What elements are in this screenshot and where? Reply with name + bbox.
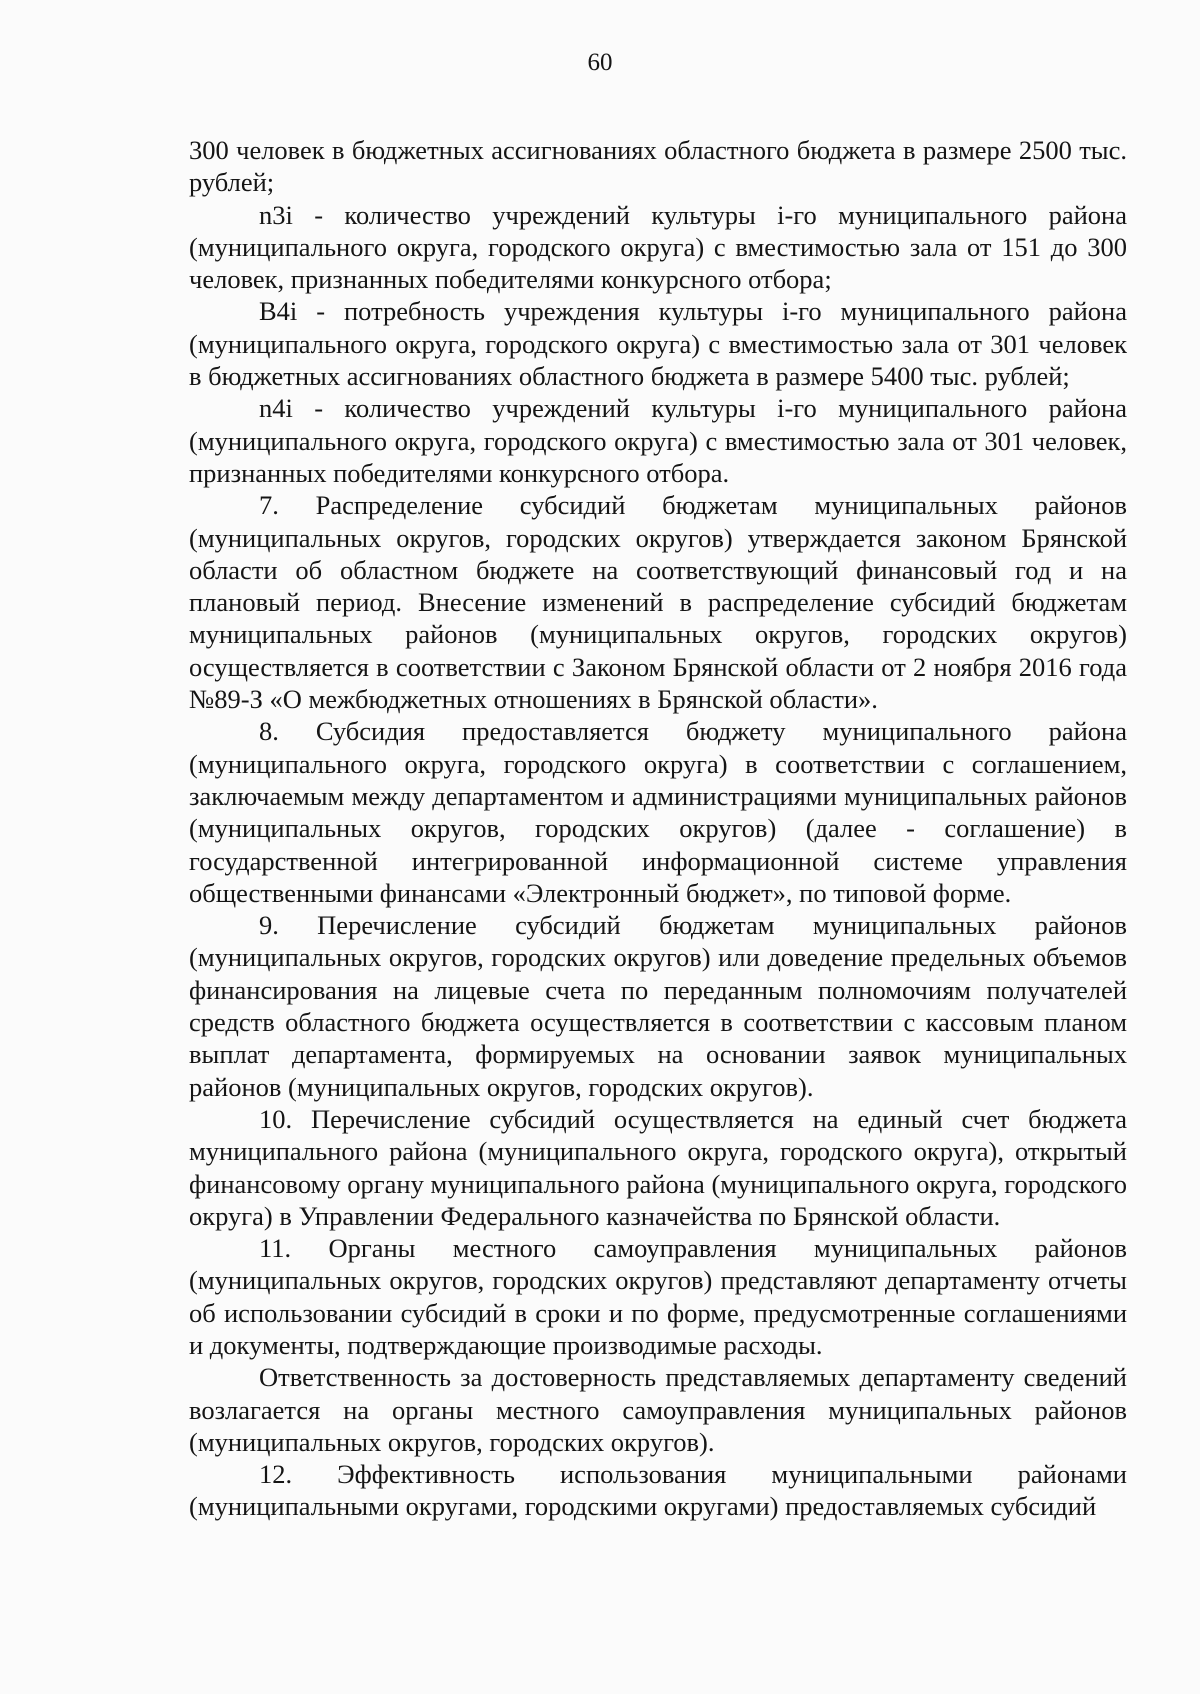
paragraph-responsibility: Ответственность за достоверность представляемых департаменту сведений возлагается на органы местного самоуправления муниципальных районов (муниципальных округов, городских округов). <box>189 1362 1127 1457</box>
page-number: 60 <box>587 49 613 76</box>
paragraph-item-11: 11. Органы местного самоуправления муниципальных районов (муниципальных округов, городских округов) представляют департаменту отчеты об использовании субсидий в сроки и по форме, предусмотренные соглашениями и документы, подтверждающие производимые расходы. <box>189 1233 1127 1360</box>
paragraph-item-7: 7. Распределение субсидий бюджетам муниципальных районов (муниципальных округов, городских округов) утверждается законом Брянской области об областном бюджете на соответствующий финансовый год и на плановый период. Внесение изменений в распределение субсидий бюджетам муниципальных районов (муниципальных округов, городских округов) осуществляется в соответствии с Законом Брянской области от 2 ноября 2016 года №89-З «О межбюджетных отношениях в Брянской области». <box>189 490 1127 715</box>
paragraph-n3i-definition: n3i - количество учреждений культуры i-го муниципального района (муниципального округа, городского округа) с вместимостью зала от 151 до 300 человек, признанных победителями конкурсного отбора; <box>189 199 1127 295</box>
paragraph-item-10: 10. Перечисление субсидий осуществляется на единый счет бюджета муниципального района (муниципального округа, городского округа), открытый финансовому органу муниципального района (муниципального округа, городского округа) в Управлении Федерального казначейства по Брянской области. <box>189 1103 1127 1231</box>
paragraph-item-9: 9. Перечисление субсидий бюджетам муниципальных районов (муниципальных округов, городских округов) или доведение предельных объемов финансирования на лицевые счета по переданным полномочиям получателей средств областного бюджета осуществляется в соответствии с кассовым планом выплат департамента, формируемых на основании заявок муниципальных районов (муниципальных округов, городских округов). <box>189 910 1127 1102</box>
paragraph-b4i-definition: В4i - потребность учреждения культуры i-го муниципального района (муниципального округа, городского округа) с вместимостью зала от 301 человек в бюджетных ассигнованиях областного бюджета в размере 5400 тыс. рублей; <box>189 296 1127 392</box>
paragraph-item-8: 8. Субсидия предоставляется бюджету муниципального района (муниципального округа, городского округа) в соответствии с соглашением, заключаемым между департаментом и администрациями муниципальных районов (муниципальных округов, городских округов) (далее - соглашение) в государственной интегрированной информационной системе управления общественными финансами «Электронный бюджет», по типовой форме. <box>189 716 1127 908</box>
document-body <box>189 134 1127 1523</box>
paragraph-continuation: 300 человек в бюджетных ассигнованиях областного бюджета в размере 2500 тыс. рублей; <box>189 135 1127 198</box>
paragraph-item-12: 12. Эффективность использования муниципальными районами (муниципальными округами, городскими округами) предоставляемых субсидий <box>189 1459 1127 1522</box>
paragraph-n4i-definition: n4i - количество учреждений культуры i-го муниципального района (муниципального округа, городского округа) с вместимостью зала от 301 человек, признанных победителями конкурсного отбора. <box>189 393 1127 488</box>
